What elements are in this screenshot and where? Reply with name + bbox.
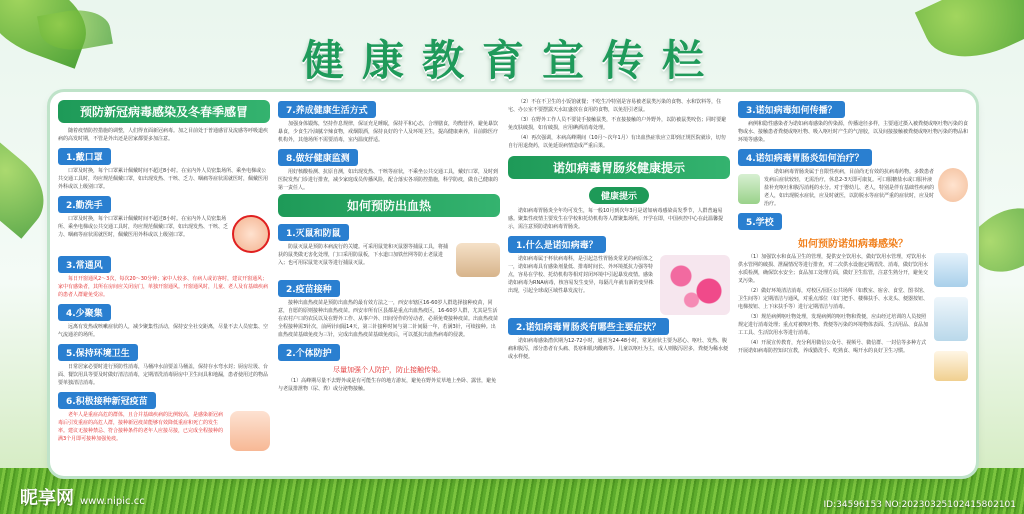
- section-text: 口罩及时换，每个口罩累计佩戴时间不超过8小时。在室内外人员密集场所、乘坐电梯或公共交通工具时，均应规范佩戴口罩，如出现发热、干咳、乏力、咽痛等症状需就医时，佩戴医用外科或以上级别口罩。: [58, 168, 269, 190]
- section-heading: 7.养成健康生活方式: [278, 101, 376, 118]
- clipboard-icon: [934, 351, 968, 381]
- section-heading: 3.常通风: [58, 256, 111, 273]
- col1-section-1: [58, 145, 270, 191]
- col2-top-section-8: [278, 146, 500, 192]
- covid-prevention-banner: 预防新冠病毒感染及冬春季感冒: [58, 100, 270, 123]
- col1-section-6: [58, 389, 270, 451]
- health-tips-subheading: 健康提示: [589, 187, 649, 204]
- vaccination-illustration-icon: [230, 411, 270, 451]
- handwash-icon: [232, 215, 270, 253]
- section-text: 诺如病毒感染潜伏期为12-72小时，通常为24-48小时，常见症状主要为恶心、呕吐、发热、腹痛和腹泻，部分患者有头痛、畏寒和肌肉酸痛等。儿童以呕吐为主，成人则腹泻居多，粪便为稀水便或水样便。: [508, 338, 729, 360]
- section-text: 用好核酸检测、抗原自测，如出现发热、干咳等症状，不乘坐公共交通工具，戴好口罩，及时到医院发热门诊进行排查，减少家庭成员传播风险，配合落实各项防控措施，科学防疫，做自己健康的第一责任人。: [278, 169, 499, 191]
- section-text: 远离有发热或咳嗽症状的人，减少聚集性活动，保持安全社交距离，尽量不去人员密集、空气流通差的场所。: [58, 324, 269, 338]
- section-text: 日常居家必要时进行预防性消毒，马桶冲水前要盖马桶盖，保持存水弯水封；厨房垃圾、台面、餐饮用具等要及时做好清洁消毒，定期清洗消毒厨房中卫生间具和地漏，患者使用过的物品要单独清洁消毒。: [58, 364, 269, 386]
- section-text: 加强身体锻炼，坚持作息规律，保证充足睡眠，保持平和心态，合理膳食，均衡营养，避免暴饮暴食，少食生冷油腻辛辣食物，戒烟限酒，保持良好的个人及环境卫生，提高健康素养，目前除医疗机构外，其他场所不需要消毒，室内温度舒适。: [278, 121, 499, 143]
- hemorrhagic-fever-banner: 如何预防出血热: [278, 194, 500, 217]
- section-heading: 2.疫苗接种: [278, 280, 340, 297]
- col1-section-2: [58, 193, 270, 253]
- col1-section-3: [58, 253, 270, 299]
- section-text: 老年人是重症高危的群体，且合并基础疾病的比例较高，是感染新冠病毒后引发重症的高危人群，接种新冠疫苗能够有效降低重症和死亡的发生率。建议无接种禁忌、符合接种条件的老年人应接尽接，已完成全程接种的满3个月即可接种加强免疫。: [58, 412, 224, 442]
- col4-section-school: [738, 210, 968, 381]
- section-heading: 3.诺如病毒如何传播？: [738, 101, 845, 118]
- column-4: [738, 98, 968, 470]
- section-heading: 1.什么是诺如病毒？: [508, 236, 606, 253]
- prevention-item-2: （2）做好环境清洁消毒，对校区/园区公共场所（如教室、宿舍、食堂、图书馆、卫生间等）定期清洁与通风，对重点部位（如门把手、楼梯扶手、水龙头、便器按钮、电梯按钮、上下床扶手等）进行定期清洁与消毒。: [738, 288, 929, 310]
- section-text: 病例和隐性感染者为诺如病毒感染的传染源，传播途径多样，主要通过摄入被粪便或呕吐物污染的食物或水、接触患者粪便或呕吐物、吸入呕吐时产生的气溶胶，以及间接接触被粪便或呕吐物污染的物品和环境等感染。: [738, 121, 968, 143]
- protection-note: 尽量加强个人防护，防止接触传染。: [333, 366, 445, 374]
- col2-section-vaccine: [278, 277, 500, 339]
- bulletin-board: [50, 92, 976, 476]
- column-1: [58, 98, 270, 470]
- fever-tip-3: （3）在野外工作人员不要徒手接触鼠类，不直接接触的户外野外，以防被鼠类咬伤；同时要避免皮肤破损，如有破损，应用碘酒消毒处理。: [508, 117, 727, 131]
- baby-illustration-icon: [938, 168, 968, 202]
- page-title: 健康教育宣传栏: [301, 36, 722, 85]
- col2-section-rodent: [278, 221, 500, 277]
- norovirus-banner: 诺如病毒胃肠炎健康提示: [508, 156, 730, 179]
- section-heading: 8.做好健康监测: [278, 149, 358, 166]
- handwash-sink-icon: [934, 253, 968, 287]
- section-heading: 5.学校: [738, 213, 782, 230]
- col2-top-section-7: [278, 98, 500, 144]
- medicine-bottle-icon: [738, 174, 760, 204]
- norovirus-intro-text: 诺如病毒胃肠炎全年均可发生，每一般10月到次年3月是诺如病毒感染高发季节，人群普遍易感。聚集性疫情主要发生在学校和托幼机构等人群聚集场所，开学在即，中国疾控中心在此温馨提示，需注意预防诺如病毒胃肠炎。: [508, 208, 724, 230]
- fever-tip-2: （2）不在不卫生的小饭馆就餐；不吃生冷特别是容易被老鼠类污染的食物、水和饮料等，住宅、办公室不要摆露天水缸盛放在食用的食物，以免招引老鼠。: [508, 99, 722, 113]
- virus-microscope-image-icon: [660, 255, 730, 315]
- section-text: 接种出血热疫苗是预防出血热的最有效方法之一，西安市辖区16-60岁人群选择接种疫苗，同意，自愿的原则接种出血热疫苗。西安市所有区县都是重点出血热疫区，16-60岁人群，尤其是生活在农村户口的农民以及在野外工作、从事户外、田间劳作的劳动者，必须免费接种疫苗。出血热疫苗全程接种需3针次，前两针间隔14天，第三针接种时间与第二针间隔一年，若满3针，可续接种。出血热疫苗基础免疫为三针，完成出血热疫苗基础免疫后，可以抵抗出血热病毒的侵袭。: [278, 300, 499, 338]
- norovirus-prevention-title: 如何预防诺如病毒感染？: [798, 239, 908, 250]
- prevention-item-3: （3）规范病例呕吐物处理，发现病例的呕吐物和粪便，应由经过培训的人员按照规定进行消毒处理；重点对被呕吐物、粪便等污染的环境物体表面、生活用品、食品加工工具、生活饮用水等进行消毒。: [738, 314, 929, 336]
- section-heading: 1.灭鼠和防鼠: [278, 224, 349, 241]
- covid-intro-text: 随着疫情防控措施的调整，人们得直面新冠病毒。加之目前处于普通感冒及流感等呼吸道疾病的高发时期，不管是外出还是居家都要多加注意。: [58, 128, 269, 142]
- watermark-logo: [20, 484, 145, 510]
- watermark-brand: 昵享网: [20, 488, 74, 509]
- section-text: 口罩及时换，每个口罩累计佩戴时间不超过8小时。在室内外人员密集场所、乘坐电梯或公共交通工具时，均应规范佩戴口罩，如出现发热、干咳、乏力、咽痛等症状需就医时，佩戴医用外科或以上级别口罩。: [58, 216, 229, 238]
- section-text: 防鼠灭鼠是预防本病流行的关键。可采用鼠笼和灭鼠器等捕鼠工具，将捕获的鼠类做无害化处理，门口采用防鼠板，下水道口加铁丝网等防止老鼠进入；也可用尿鼠笼灭鼠等进行捕鼠灭鼠。: [278, 244, 449, 266]
- image-id-label: ID:34596153 NO:20230325102415802101: [823, 500, 1016, 510]
- section-heading: 4.少聚集: [58, 304, 111, 321]
- section-heading: 5.保持环境卫生: [58, 344, 138, 361]
- col4-section-transmission: [738, 98, 968, 144]
- rodent-control-illustration-icon: [456, 243, 500, 277]
- section-heading: 2.勤洗手: [58, 196, 111, 213]
- section-heading: 2.个体防护: [278, 344, 340, 361]
- col1-section-4: [58, 301, 270, 339]
- watermark-url: www.nipic.cc: [80, 496, 145, 507]
- col4-section-treatment: [738, 146, 968, 210]
- section-text: 诺如病毒属于杯状病毒科，是引起急性胃肠炎常见的病原体之一，诺如病毒具有感染剂量低、排毒时间长、外环境抵抗力强等特点，容易在学校、托幼机构等相对封闭环境中引起暴发疫情。感染诺如病毒为RNA病毒，核容易发生变异，每隔几年就有新的变异株出现，引起全球或区域性暴发流行。: [508, 256, 654, 294]
- column-3: [508, 98, 730, 470]
- section-text: 每日开窗通风2～3次，每次20～30分钟；家中人较多、有病人或访客时，建议开窗通风；家中有感染者，其所在房间应关闭房门，单独开窗通风。开窗通风时，儿童、老人及有基础疾病的患者人群避免受凉。: [58, 276, 269, 298]
- water-dispenser-icon: [934, 297, 968, 341]
- section-text: （1）高峰期尽量不去野外或是有可能生存的地方游玩，避免在野外荒草地上坐卧、露营，避免与老鼠排泄物（尿、粪）或分泌物接触。: [278, 378, 497, 392]
- section-heading: 6.积极接种新冠疫苗: [58, 392, 156, 409]
- section-heading: 4.诺如病毒胃肠炎如何治疗？: [738, 149, 872, 166]
- col2-section-protection: [278, 341, 500, 393]
- section-heading: 1.戴口罩: [58, 148, 111, 165]
- prevention-item-4: （4）开展宣传教育，充分利用微信公众号、视频号、微信群、一封信等多种方式开展诺如病毒防控知识宣教，养成勤洗手、吃熟食、喝开水的良好卫生习惯。: [738, 340, 927, 354]
- section-heading: 2.诺如病毒胃肠炎有哪些主要症状？: [508, 318, 669, 335]
- prevention-item-1: （1）加强饮水和食品卫生的管理，提供安全饮用水，做好饮用水管理，对饮用水供水管网的破损、泄漏情况等进行排查，对二次供水设施定期清洗、消毒，做好饮用水水质检测，确保饮水安全；食品加工处理方面，做好卫生监管，注意生熟分开，避免交叉污染。: [738, 254, 929, 284]
- col3-section-what: [508, 233, 730, 315]
- section-text: 诺如病毒胃肠炎属于自限性疾病，目前尚无有效的抗病毒药物。多数患者发病后症状较轻，无需治疗，休息2-3天即可康复。可口服糖盐水或口服补液盐补充呕吐和腹泻消耗的水分。对于婴幼儿、老人，特别是伴有基础性疾病的老人，如出现脱水症状，应及时就医，以防脱水等症状严重的症状时，应及时治疗。: [764, 169, 935, 207]
- col1-section-5: [58, 341, 270, 387]
- col3-section-symptoms: [508, 315, 730, 361]
- fever-tip-4: （4）再次强调，本病高峰期间（10月～次年1月）有出血热症状应立即到正规医院就诊，切勿自行用退烧药，以免延误病情造成严重后果。: [508, 135, 726, 149]
- column-2: [278, 98, 500, 470]
